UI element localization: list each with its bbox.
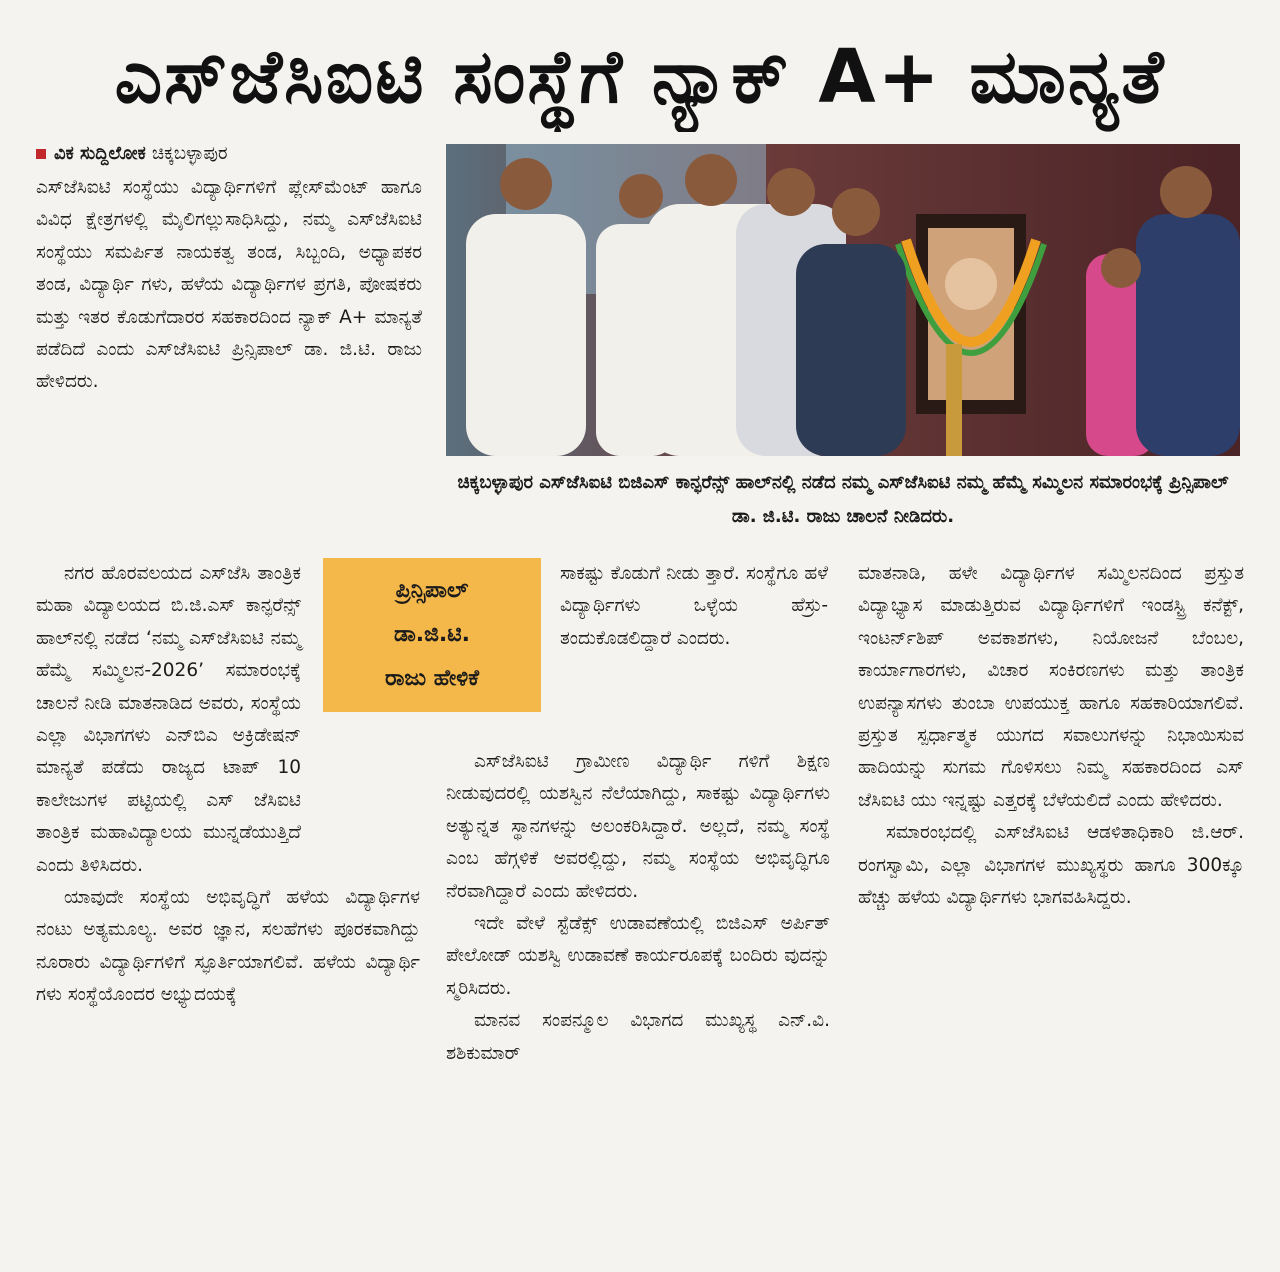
byline-marker xyxy=(36,149,46,159)
quote-line: ರಾಜು ಹೇಳಿಕೆ xyxy=(384,666,480,691)
headline: ಎಸ್‌ಜೆಸಿಐಟಿ ಸಂಸ್ಥೆಗೆ ನ್ಯಾಕ್ A+ ಮಾನ್ಯತೆ xyxy=(114,34,1166,120)
photo-caption: ಚಿಕ್ಕಬಳ್ಳಾಪುರ ಎಸ್‌ಜೆಸಿಐಟಿ ಬಿಜಿಎಸ್ ಕಾನ್ಫರೆನ್ಸ್ ಹಾಲ್‌ನಲ್ಲಿ ನಡೆದ ನಮ್ಮ ಎಸ್‌ಜೆಸಿಐಟಿ ನಮ್ಮ ಹೆಮ್ಮೆ ಸಮ್ಮಿಲನ ಸಮಾರಂಭಕ್ಕೆ ಪ್ರಿನ್ಸಿಪಾಲ್ ಡಾ. ಜಿ.ಟಿ. ರಾಜು ಚಾಲನೆ ನೀಡಿದರು. xyxy=(457,472,1229,527)
article-paragraph: ಮಾತನಾಡಿ, ಹಳೇ ವಿದ್ಯಾರ್ಥಿಗಳ ಸಮ್ಮಿಲನದಿಂದ ಪ್ರಸ್ತುತ ವಿದ್ಯಾಭ್ಯಾಸ ಮಾಡುತ್ತಿರುವ ವಿದ್ಯಾರ್ಥಿಗಳಿಗೆ ಇಂಡಸ್ಟ್ರಿ ಕನೆಕ್ಟ್, ಇಂಟರ್ನ್‌ಶಿಪ್ ಅವಕಾಶಗಳು, ನಿಯೋಜನೆ ಬೆಂಬಲ, ಕಾರ್ಯಾಗಾರಗಳು, ವಿಚಾರ ಸಂಕಿರಣಗಳು ಮತ್ತು ತಾಂತ್ರಿಕ ಉಪನ್ಯಾಸಗಳು ತುಂಬಾ ಉಪಯುಕ್ತ ಹಾಗೂ ಸಹಕಾರಿಯಾಗಲಿವೆ. ಪ್ರಸ್ತುತ ಸ್ಪರ್ಧಾತ್ಮಕ ಯುಗದ ಸವಾಲುಗಳನ್ನು ನಿಭಾಯಿಸುವ ಹಾದಿಯನ್ನು ಸುಗಮ ಗೊಳಿಸಲು ನಿಮ್ಮ ಸಹಕಾರದಿಂದ ಎಸ್ ಜೆಸಿಐಟಿ ಯು ಇನ್ನಷ್ಟು ಎತ್ತರಕ್ಕೆ ಬೆಳೆಯಲಿದೆ ಎಂದು ಹೇಳಿದರು. xyxy=(858,563,1244,811)
article-column-2-top xyxy=(560,558,828,738)
event-photo xyxy=(446,144,1240,456)
article-column-3 xyxy=(858,558,1244,1254)
article-paragraph: ಎಸ್‌ಜೆಸಿಐಟಿ ಗ್ರಾಮೀಣ ವಿದ್ಯಾರ್ಥಿ ಗಳಿಗೆ ಶಿಕ್ಷಣ ನೀಡುವುದರಲ್ಲಿ ಯಶಸ್ವಿನ ನೆಲೆಯಾಗಿದ್ದು, ಸಾಕಷ್ಟು ವಿದ್ಯಾರ್ಥಿಗಳು ಅತ್ಯುನ್ನತ ಸ್ಥಾನಗಳನ್ನು ಅಲಂಕರಿಸಿದ್ದಾರೆ. ಅಲ್ಲದೆ, ನಮ್ಮ ಸಂಸ್ಥೆ ಎಂಬ ಹೆಗ್ಗಳಿಕೆ ಅವರಲ್ಲಿದ್ದು, ನಮ್ಮ ಸಂಸ್ಥೆಯ ಅಭಿವೃದ್ಧಿಗೂ ನೆರವಾಗಿದ್ದಾರೆ ಎಂದು ಹೇಳಿದರು. xyxy=(446,751,830,902)
byline-source: ವಿಕ ಸುದ್ದಿಲೋಕ xyxy=(54,143,146,164)
article-paragraph: ನಗರ ಹೊರವಲಯದ ಎಸ್‌ಜೆಸಿ ತಾಂತ್ರಿಕ ಮಹಾ ವಿದ್ಯಾಲಯದ ಬಿ.ಜಿ.ಎಸ್ ಕಾನ್ಫರೆನ್ಸ್ ಹಾಲ್‌ನಲ್ಲಿ ನಡೆದ ‘ನಮ್ಮ ಎಸ್‌ಜೆಸಿಐಟಿ ನಮ್ಮ ಹೆಮ್ಮೆ ಸಮ್ಮಿಲನ-2026’ ಸಮಾರಂಭಕ್ಕೆ ಚಾಲನೆ ನೀಡಿ ಮಾತನಾಡಿದ ಅವರು, ಸಂಸ್ಥೆಯ ಎಲ್ಲಾ ವಿಭಾಗಗಳು ಎನ್‌ಬಿಎ ಅಕ್ರಿಡೇಷನ್ ಮಾನ್ಯತೆ ಪಡೆದು ರಾಜ್ಯದ ಟಾಪ್ 10 ಕಾಲೇಜುಗಳ ಪಟ್ಟಿಯಲ್ಲಿ ಎಸ್ ಜೆಸಿಐಟಿ ತಾಂತ್ರಿಕ ಮಹಾವಿದ್ಯಾಲಯ ಮುನ್ನಡೆಯುತ್ತಿದೆ ಎಂದು ತಿಳಿಸಿದರು. xyxy=(36,563,301,876)
article-paragraph: ಎಸ್‌ಜೆಸಿಐಟಿ ಸಂಸ್ಥೆಯು ವಿದ್ಯಾರ್ಥಿಗಳಿಗೆ ಪ್ಲೇಸ್‌ಮೆಂಟ್ ಹಾಗೂ ವಿವಿಧ ಕ್ಷೇತ್ರಗಳಲ್ಲಿ ಮೈಲಿಗಲ್ಲುಸಾಧಿಸಿದ್ದು, ನಮ್ಮ ಎಸ್‌ಜೆಸಿಐಟಿ ಸಂಸ್ಥೆಯು ಸಮರ್ಪಿತ ನಾಯಕತ್ವ ತಂಡ, ಸಿಬ್ಬಂದಿ, ಅಧ್ಯಾಪಕರ ತಂಡ, ವಿದ್ಯಾರ್ಥಿ ಗಳು, ಹಳೆಯ ವಿದ್ಯಾರ್ಥಿಗಳ ಪ್ರಗತಿ, ಪೋಷಕರು ಮತ್ತು ಇತರ ಕೊಡುಗೆದಾರರ ಸಹಕಾರದಿಂದ ನ್ಯಾಕ್ A+ ಮಾನ್ಯತೆ ಪಡೆದಿದೆ ಎಂದು ಎಸ್‌ಜೆಸಿಐಟಿ ಪ್ರಿನ್ಸಿಪಾಲ್ ಡಾ. ಜಿ.ಟಿ. ರಾಜು ಹೇಳಿದರು. xyxy=(36,177,422,393)
article-paragraph: ಯಾವುದೇ ಸಂಸ್ಥೆಯ ಅಭಿವೃದ್ಧಿಗೆ ಹಳೆಯ ವಿದ್ಯಾರ್ಥಿಗಳ ನಂಟು ಅತ್ಯಮೂಲ್ಯ. ಅವರ ಜ್ಞಾನ, ಸಲಹೆಗಳು ಪೂರಕವಾಗಿದ್ದು ನೂರಾರು ವಿದ್ಯಾರ್ಥಿಗಳಿಗೆ ಸ್ಫೂರ್ತಿಯಾಗಲಿವೆ. ಹಳೆಯ ವಿದ್ಯಾರ್ಥಿ ಗಳು ಸಂಸ್ಥೆಯೊಂದರ ಅಭ್ಯುದಯಕ್ಕೆ xyxy=(36,887,420,1006)
quote-box xyxy=(323,558,541,712)
article-paragraph: ಮಾನವ ಸಂಪನ್ಮೂಲ ವಿಭಾಗದ ಮುಖ್ಯಸ್ಥ ಎನ್.ವಿ. ಶಶಿಕುಮಾರ್ xyxy=(446,1010,830,1064)
byline-place: ಚಿಕ್ಕಬಳ್ಳಾಪುರ xyxy=(151,143,228,164)
byline xyxy=(36,140,426,168)
article-paragraph: ಸಾಕಷ್ಟು ಕೊಡುಗೆ ನೀಡು ತ್ತಾರೆ. ಸಂಸ್ಥೆಗೂ ಹಳೆ ವಿದ್ಯಾರ್ಥಿಗಳು ಒಳ್ಳೆಯ ಹೆಸ್ರು- ತಂದುಕೊಡಲಿದ್ದಾರೆ ಎಂದರು. xyxy=(560,563,828,649)
article-paragraph: ಸಮಾರಂಭದಲ್ಲಿ ಎಸ್‌ಜೆಸಿಐಟಿ ಆಡಳಿತಾಧಿಕಾರಿ ಜಿ.ಆರ್. ರಂಗಸ್ವಾಮಿ, ಎಲ್ಲಾ ವಿಭಾಗಗಳ ಮುಖ್ಯಸ್ಥರು ಹಾಗೂ 300ಕ್ಕೂ ಹೆಚ್ಚು ಹಳೆಯ ವಿದ್ಯಾರ್ಥಿಗಳು ಭಾಗವಹಿಸಿದ್ದರು. xyxy=(858,822,1244,909)
article-paragraph: ಇದೇ ವೇಳೆ ಸ್ಟೆಡೆಕ್ಸ್ ಉಡಾವಣೆಯಲ್ಲಿ ಬಿಜಿಎಸ್ ಅರ್ಪಿತ್ ಪೇಲೋಡ್ ಯಶಸ್ವಿ ಉಡಾವಣೆ ಕಾರ್ಯರೂಪಕ್ಕೆ ಬಂದಿರು ವುದನ್ನು ಸ್ಮರಿಸಿದರು. xyxy=(446,913,830,999)
quote-line: ಪ್ರಿನ್ಸಿಪಾಲ್ xyxy=(395,578,469,603)
article-column-2-bottom xyxy=(446,746,830,1254)
quote-line: ಡಾ.ಜಿ.ಟಿ. xyxy=(393,622,470,647)
article-column-1-top xyxy=(36,172,422,554)
